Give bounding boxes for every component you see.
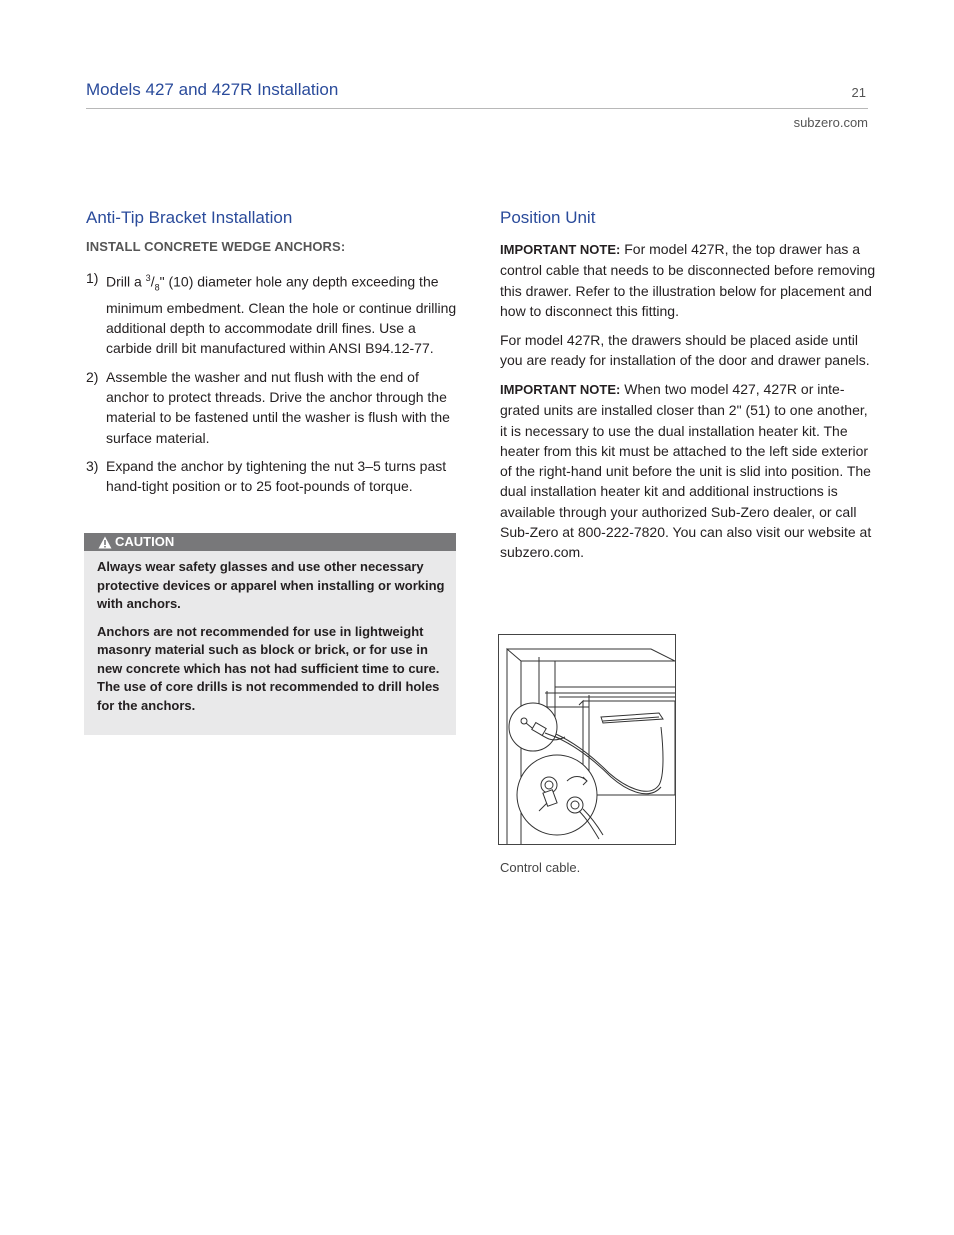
caution-paragraph: Always wear safety glasses and use other necessary protective devices or apparel when installing or working with anchors. bbox=[97, 559, 445, 611]
step-text-pre: Drill a bbox=[106, 273, 146, 290]
step-number: 2) bbox=[86, 368, 99, 385]
step-number: 1) bbox=[86, 270, 99, 286]
page-number: 21 bbox=[851, 85, 866, 100]
anti-tip-heading: Anti-Tip Bracket Installation bbox=[86, 208, 293, 227]
caution-body bbox=[84, 551, 456, 715]
control-cable-illustration bbox=[498, 634, 676, 845]
fraction-numerator: 3 bbox=[145, 273, 151, 283]
step-text: Assemble the washer and nut flush with the end of anchor to protect threads. Drive the anchor through the material to be fastened until the washer is flush with the surface material. bbox=[106, 368, 450, 446]
figure-caption: Control cable. bbox=[500, 860, 581, 875]
page-header-title: Models 427 and 427R Installation bbox=[86, 80, 339, 99]
caution-paragraph: Anchors are not recommended for use in lightweight masonry material such as block or brick, or for use in new concrete which has not had sufficient time to cure. The use of core drills is not recommended to drill holes for the anchors. bbox=[97, 623, 440, 713]
position-unit-heading: Position Unit bbox=[500, 208, 596, 227]
position-paragraph bbox=[500, 239, 876, 321]
step-1 bbox=[86, 268, 462, 359]
step-3 bbox=[86, 456, 462, 497]
paragraph-text: For model 427R, the drawers should be placed aside until you are ready for installation of the door and drawer panels. bbox=[500, 331, 870, 369]
caution-box bbox=[84, 533, 456, 735]
position-unit-section bbox=[500, 208, 876, 571]
important-note-label: IMPORTANT NOTE: bbox=[500, 381, 621, 397]
fraction-denominator: 8 bbox=[154, 282, 160, 293]
header-divider bbox=[86, 108, 868, 109]
step-text: Expand the anchor by tightening the nut 3–5 turns past hand-tight position or to 25 foot-pounds of torque. bbox=[106, 457, 447, 495]
caution-label: CAUTION bbox=[115, 534, 175, 549]
paragraph-text: For model 427R, the top drawer has a control cable that needs to be disconnected before removing this drawer. Refer to the illustration below for placement and how to disconnect this fitting. bbox=[500, 241, 876, 319]
important-note-label: IMPORTANT NOTE: bbox=[500, 242, 621, 257]
caution-header bbox=[84, 533, 456, 551]
step-text bbox=[106, 268, 462, 359]
control-cable-drawing bbox=[499, 635, 675, 844]
step-text-post: " (10) diameter hole any depth exceeding the minimum embedment. Clean the hole or continue drilling additional depth to accommodate drill fines. Use a carbide drill bit manufactured within ANSI B94.12-77. bbox=[106, 273, 457, 357]
position-paragraph bbox=[500, 379, 876, 563]
install-steps bbox=[86, 268, 462, 496]
paragraph-text: When two model 427, 427R or inte-grated units are installed closer than 2" (51) to one another, it is necessary to use the dual installation heater kit. The heater from this kit must be attached to the left side exterior of the right-hand unit before the unit is slid into position. The dual installation heater kit and additional instructions is available through your authorized Sub-Zero dealer, or call Sub-Zero at 800-222-7820. You can also visit our website at subzero.com. bbox=[500, 380, 872, 561]
step-number: 3) bbox=[86, 457, 99, 474]
fraction-separator: / bbox=[150, 273, 155, 290]
warning-triangle-icon bbox=[98, 536, 112, 549]
step-2 bbox=[86, 367, 462, 448]
site-url: subzero.com bbox=[793, 115, 868, 130]
anchors-subheading: INSTALL CONCRETE WEDGE ANCHORS: bbox=[86, 239, 346, 254]
position-paragraph bbox=[500, 330, 876, 371]
anti-tip-section bbox=[86, 208, 462, 504]
